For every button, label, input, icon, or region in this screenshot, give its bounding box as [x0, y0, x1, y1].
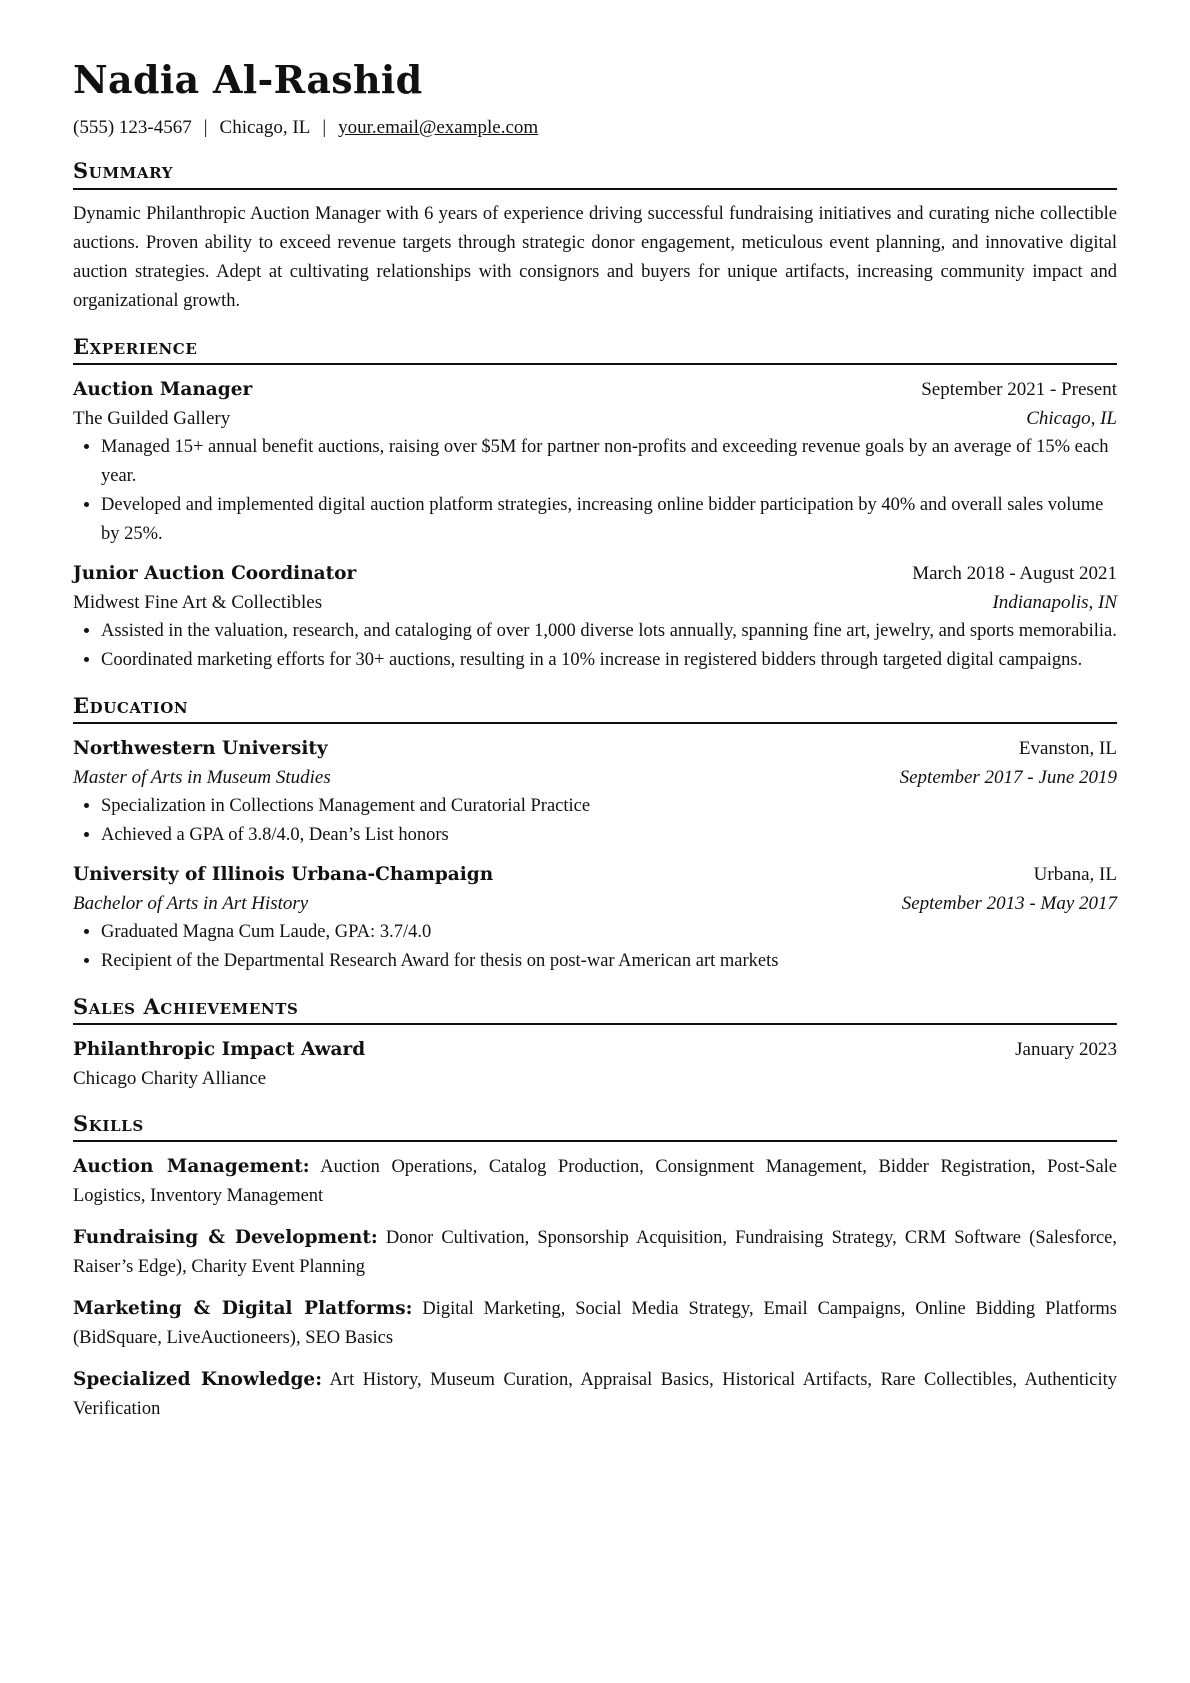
- job-dates: March 2018 - August 2021: [912, 562, 1117, 584]
- job-entry: [73, 375, 1117, 549]
- phone-number: (555) 123-4567: [73, 116, 192, 138]
- bullet-item: • Graduated Magna Cum Laude, GPA: 3.7/4.0: [101, 918, 1117, 947]
- contact-line: [73, 116, 1117, 141]
- skill-group: [73, 1152, 1117, 1211]
- job-location: Indianapolis, IN: [992, 591, 1117, 613]
- contact-separator: |: [203, 116, 208, 138]
- school-bullets: [73, 792, 1117, 850]
- school-name: University of Illinois Urbana-Champaign: [73, 863, 494, 885]
- job-bullets: [73, 433, 1117, 549]
- section-title-summary: Summary: [73, 158, 1117, 189]
- skill-label: Auction Management:: [73, 1156, 310, 1178]
- job-entry: [73, 559, 1117, 675]
- school-location: Urbana, IL: [1033, 863, 1117, 885]
- section-title-education: Education: [73, 693, 1117, 724]
- job-dates: September 2021 - Present: [921, 378, 1117, 400]
- email-link[interactable]: your.email@example.com: [338, 116, 539, 138]
- degree: Bachelor of Arts in Art History: [73, 892, 309, 914]
- school-bullets: [73, 918, 1117, 976]
- degree: Master of Arts in Museum Studies: [73, 766, 331, 788]
- bullet-item: • Achieved a GPA of 3.8/4.0, Dean’s List honors: [101, 821, 1117, 850]
- skill-group: [73, 1223, 1117, 1282]
- skills-section: [73, 1111, 1117, 1424]
- education-section: [73, 693, 1117, 976]
- skill-list: Art History, Museum Curation, Appraisal Basics, Historical Artifacts, Rare Collectibles, Authenticity Verification: [73, 1370, 1118, 1420]
- skill-group: [73, 1365, 1117, 1424]
- school-entry: [73, 734, 1117, 850]
- job-title: Auction Manager: [73, 378, 253, 400]
- award-name: Philanthropic Impact Award: [73, 1039, 366, 1061]
- experience-section: [73, 334, 1117, 675]
- bullet-item: • Assisted in the valuation, research, and cataloging of over 1,000 diverse lots annually, spanning fine art, jewelry, and sports memorabilia.: [101, 617, 1117, 646]
- achievement-entry: [73, 1035, 1117, 1093]
- section-title-experience: Experience: [73, 334, 1117, 365]
- school-name: Northwestern University: [73, 737, 328, 759]
- contact-separator: |: [322, 116, 327, 138]
- bullet-item: • Managed 15+ annual benefit auctions, raising over $5M for partner non-profits and exceeding revenue goals by an average of 15% each year.: [101, 433, 1117, 491]
- bullet-item: • Developed and implemented digital auction platform strategies, increasing online bidder participation by 40% and overall sales volume by 25%.: [101, 491, 1117, 549]
- section-title-skills: Skills: [73, 1111, 1117, 1142]
- skill-list: Auction Operations, Catalog Production, Consignment Management, Bidder Registration, Post-Sale Logistics, Inventory Management: [73, 1157, 1118, 1207]
- summary-text: Dynamic Philanthropic Auction Manager with 6 years of experience driving successful fundraising initiatives and curating niche collectible auctions. Proven ability to exceed revenue targets through strategic donor engagement, meticulous event planning, and innovative digital auction strategies. Adept at cultivating relationships with consignors and buyers for unique artifacts, increasing community impact and organizational growth.: [73, 203, 1117, 311]
- bullet-item: • Specialization in Collections Management and Curatorial Practice: [101, 792, 1117, 821]
- skill-group: [73, 1294, 1117, 1353]
- school-location: Evanston, IL: [1018, 737, 1117, 759]
- award-organization: Chicago Charity Alliance: [73, 1068, 267, 1090]
- bullet-item: • Recipient of the Departmental Research Award for thesis on post-war American art markets: [101, 947, 1117, 976]
- award-date: January 2023: [1015, 1039, 1117, 1061]
- school-dates: September 2013 - May 2017: [901, 892, 1117, 914]
- candidate-name: Nadia Al-Rashid: [73, 57, 423, 102]
- skill-label: Specialized Knowledge:: [73, 1369, 323, 1391]
- job-location: Chicago, IL: [1026, 407, 1117, 429]
- school-dates: September 2017 - June 2019: [899, 766, 1117, 788]
- skill-label: Fundraising & Development:: [73, 1227, 378, 1249]
- job-title: Junior Auction Coordinator: [73, 562, 357, 584]
- skill-label: Marketing & Digital Platforms:: [73, 1298, 413, 1320]
- section-title-achievements: Sales Achievements: [73, 994, 1117, 1025]
- skill-list: Donor Cultivation, Sponsorship Acquisition, Fundraising Strategy, CRM Software (Salesforce, Raiser’s Edge), Charity Event Planning: [73, 1228, 1117, 1278]
- bullet-item: • Coordinated marketing efforts for 30+ auctions, resulting in a 10% increase in registered bidders through targeted digital campaigns.: [101, 646, 1117, 675]
- summary-section: [73, 158, 1117, 315]
- company-name: The Guilded Gallery: [73, 407, 231, 429]
- location: Chicago, IL: [219, 116, 311, 138]
- job-bullets: [73, 617, 1117, 675]
- company-name: Midwest Fine Art & Collectibles: [73, 591, 323, 613]
- school-entry: [73, 860, 1117, 976]
- skill-list: Digital Marketing, Social Media Strategy, Email Campaigns, Online Bidding Platforms (BidSquare, LiveAuctioneers), SEO Basics: [73, 1299, 1118, 1349]
- achievements-section: [73, 994, 1117, 1093]
